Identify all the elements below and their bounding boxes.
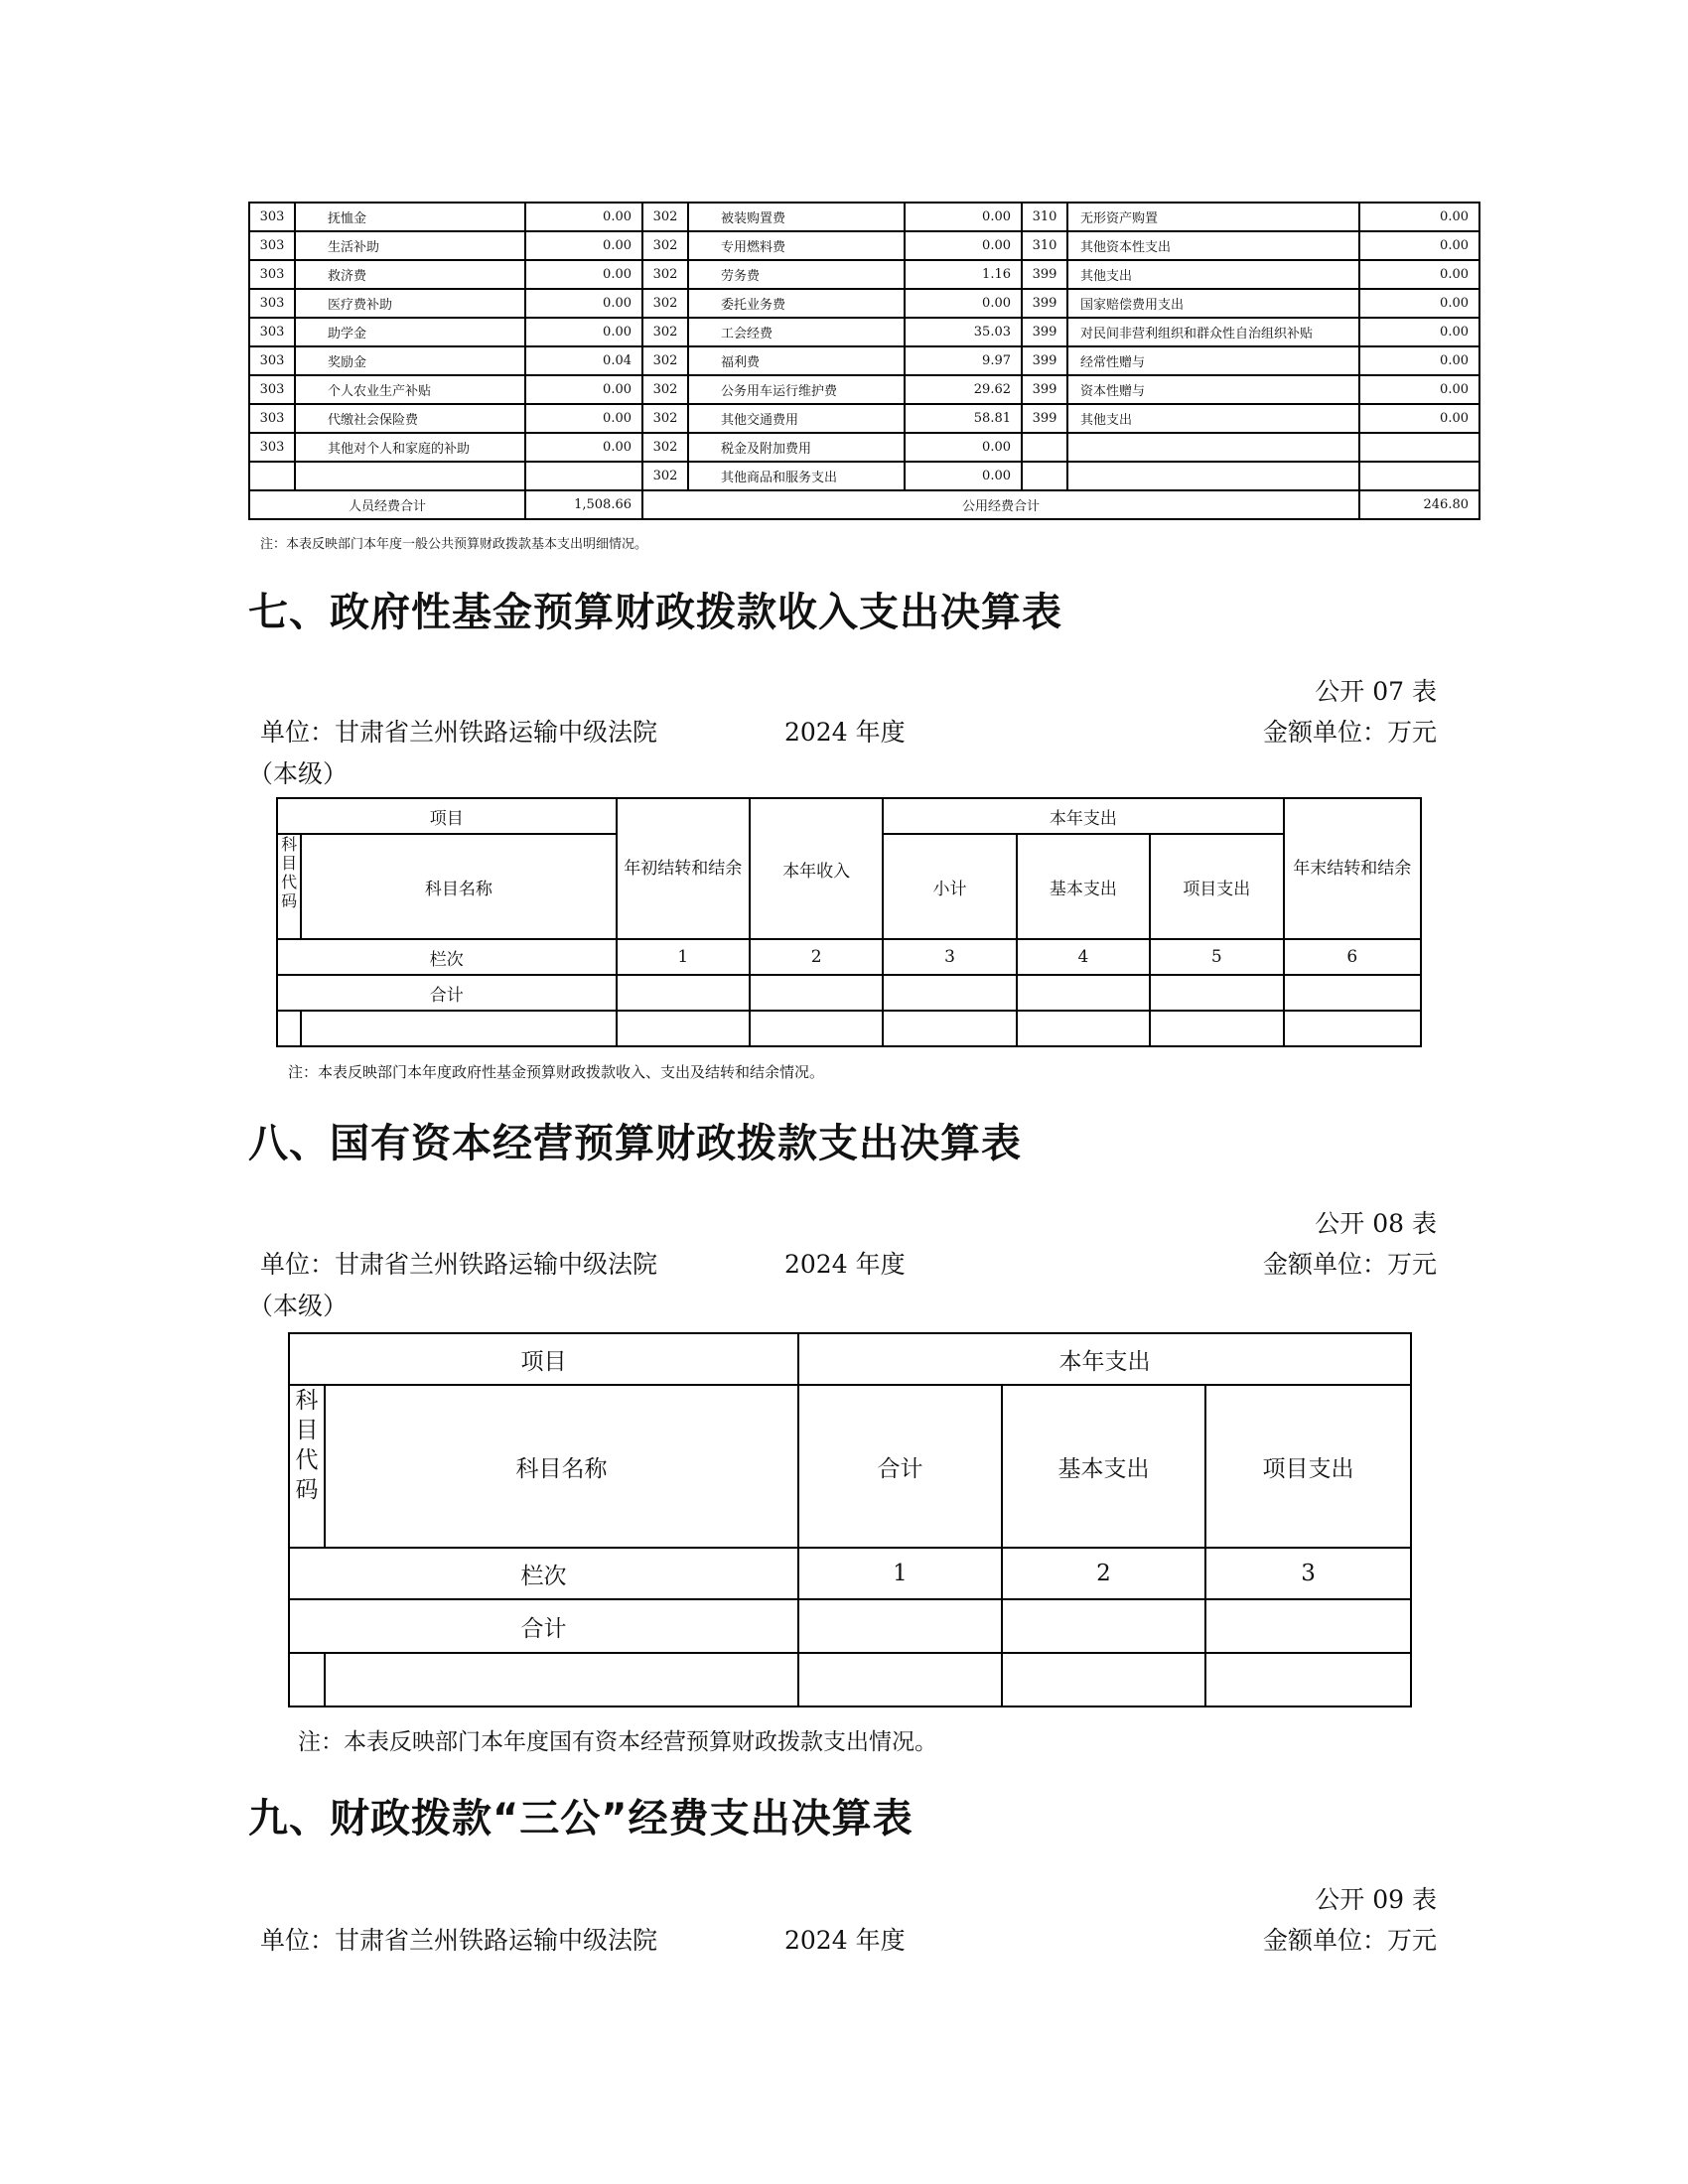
table-cell: 0.00	[525, 231, 642, 260]
table-cell: 0.00	[905, 433, 1022, 462]
table-cell	[1359, 462, 1479, 490]
table-cell: 无形资产购置	[1067, 203, 1359, 231]
table-cell: 其他资本性支出	[1067, 231, 1359, 260]
table-cell: 生活补助	[295, 231, 525, 260]
table-cell: 302	[642, 375, 688, 404]
t8-header-basic: 基本支出	[1002, 1385, 1205, 1548]
table-cell: 0.00	[1359, 260, 1479, 289]
table-cell: 399	[1022, 260, 1067, 289]
table-cell: 被装购置费	[688, 203, 905, 231]
table-cell: 代缴社会保险费	[295, 404, 525, 433]
t8-total-label: 合计	[289, 1599, 798, 1653]
table-cell: 个人农业生产补贴	[295, 375, 525, 404]
table-cell: 0.00	[905, 203, 1022, 231]
table-cell: 工会经费	[688, 318, 905, 346]
table-row	[249, 260, 1479, 289]
table-cell: 0.00	[1359, 346, 1479, 375]
column-number: 1	[617, 939, 750, 975]
table-cell: 0.00	[1359, 231, 1479, 260]
table-cell: 9.97	[905, 346, 1022, 375]
table-cell	[1359, 433, 1479, 462]
column-number: 3	[883, 939, 1016, 975]
table-row	[249, 289, 1479, 318]
t7-header-basic: 基本支出	[1017, 834, 1150, 939]
table-cell: 1.16	[905, 260, 1022, 289]
table-cell: 公务用车运行维护费	[688, 375, 905, 404]
column-number: 5	[1150, 939, 1283, 975]
t7-header-project: 项目支出	[1150, 834, 1283, 939]
table-cell: 0.00	[1359, 318, 1479, 346]
table-cell: 0.00	[1359, 404, 1479, 433]
table-cell: 0.00	[905, 462, 1022, 490]
t8-header-name: 科目名称	[325, 1385, 798, 1548]
table-cell: 对民间非营利组织和群众性自治组织补贴	[1067, 318, 1359, 346]
table-cell: 0.00	[525, 404, 642, 433]
table-cell: 委托业务费	[688, 289, 905, 318]
table-cell: 奖励金	[295, 346, 525, 375]
table-cell: 0.00	[525, 318, 642, 346]
table-cell: 310	[1022, 231, 1067, 260]
table-cell	[525, 462, 642, 490]
t8-header-total: 合计	[798, 1385, 1002, 1548]
table-row	[249, 203, 1479, 231]
column-number: 6	[1284, 939, 1421, 975]
section8-title: 八、国有资本经营预算财政拨款支出决算表	[248, 1121, 1022, 1166]
table-cell: 0.00	[1359, 289, 1479, 318]
t7-header-code: 科目代码	[277, 834, 301, 939]
column-number: 2	[1002, 1548, 1205, 1599]
section8-form-code: 公开 08 表	[1315, 1209, 1437, 1238]
table-cell: 35.03	[905, 318, 1022, 346]
state-capital-table	[288, 1332, 1412, 1707]
t8-header-item: 项目	[289, 1333, 798, 1385]
table-cell: 303	[249, 346, 295, 375]
table-row	[249, 404, 1479, 433]
table-cell: 0.00	[1359, 203, 1479, 231]
section8-unit: 单位：甘肃省兰州铁路运输中级法院	[260, 1250, 658, 1279]
table-cell: 310	[1022, 203, 1067, 231]
table-cell: 0.00	[525, 433, 642, 462]
section7-title: 七、政府性基金预算财政拨款收入支出决算表	[248, 590, 1062, 635]
table-cell: 302	[642, 318, 688, 346]
column-number: 3	[1205, 1548, 1411, 1599]
table-cell: 303	[249, 260, 295, 289]
table-cell: 399	[1022, 289, 1067, 318]
table-cell: 救济费	[295, 260, 525, 289]
table-cell	[1067, 433, 1359, 462]
section7-note: 注：本表反映部门本年度政府性基金预算财政拨款收入、支出及结转和结余情况。	[288, 1063, 825, 1081]
totals-row	[249, 490, 1479, 519]
table-cell: 303	[249, 433, 295, 462]
table-cell: 0.00	[525, 289, 642, 318]
personnel-total-label: 人员经费合计	[249, 490, 525, 519]
t7-header-closing: 年末结转和结余	[1284, 798, 1421, 939]
table-cell: 其他对个人和家庭的补助	[295, 433, 525, 462]
table-cell: 劳务费	[688, 260, 905, 289]
table-cell: 58.81	[905, 404, 1022, 433]
table-cell: 助学金	[295, 318, 525, 346]
t8-header-project: 项目支出	[1205, 1385, 1411, 1548]
table-cell: 0.00	[905, 231, 1022, 260]
section7-form-code: 公开 07 表	[1315, 677, 1437, 706]
table-cell: 303	[249, 375, 295, 404]
table-cell: 399	[1022, 404, 1067, 433]
table6-note: 注：本表反映部门本年度一般公共预算财政拨款基本支出明细情况。	[260, 537, 648, 552]
section8-level: （本级）	[248, 1292, 349, 1320]
table-row	[249, 462, 1479, 490]
t7-row-label: 栏次	[277, 939, 617, 975]
table-cell	[1022, 462, 1067, 490]
table-cell: 0.00	[525, 203, 642, 231]
section7-year: 2024 年度	[784, 718, 906, 747]
table-cell: 303	[249, 289, 295, 318]
table-cell: 302	[642, 231, 688, 260]
table-cell: 302	[642, 203, 688, 231]
table-cell	[295, 462, 525, 490]
t7-header-expense: 本年支出	[883, 798, 1283, 834]
table-cell: 其他支出	[1067, 260, 1359, 289]
column-number: 2	[750, 939, 883, 975]
section9-title: 九、财政拨款“三公”经费支出决算表	[248, 1796, 914, 1842]
table-cell: 302	[642, 260, 688, 289]
section9-form-code: 公开 09 表	[1315, 1885, 1437, 1914]
t7-header-income: 本年收入	[750, 798, 883, 939]
section7-level: （本级）	[248, 759, 349, 788]
column-number: 4	[1017, 939, 1150, 975]
table-cell	[1067, 462, 1359, 490]
t8-row-label: 栏次	[289, 1548, 798, 1599]
table-cell: 福利费	[688, 346, 905, 375]
table-cell: 303	[249, 231, 295, 260]
table-row	[249, 433, 1479, 462]
table-cell: 399	[1022, 318, 1067, 346]
table-cell: 399	[1022, 346, 1067, 375]
table-row	[249, 231, 1479, 260]
table-cell: 29.62	[905, 375, 1022, 404]
table-cell: 其他交通费用	[688, 404, 905, 433]
section8-currency: 金额单位：万元	[1262, 1250, 1437, 1279]
table-cell: 国家赔偿费用支出	[1067, 289, 1359, 318]
table-cell: 抚恤金	[295, 203, 525, 231]
table-cell: 0.00	[525, 260, 642, 289]
t7-header-subtotal: 小计	[883, 834, 1016, 939]
table-cell: 303	[249, 203, 295, 231]
t8-header-code: 科目代码	[289, 1385, 325, 1548]
table-cell: 0.00	[525, 375, 642, 404]
gov-fund-table	[276, 797, 1422, 1047]
section9-currency: 金额单位：万元	[1262, 1926, 1437, 1955]
table-cell: 专用燃料费	[688, 231, 905, 260]
t8-header-expense: 本年支出	[798, 1333, 1411, 1385]
column-number: 1	[798, 1548, 1002, 1599]
table-cell: 0.00	[905, 289, 1022, 318]
public-total-label: 公用经费合计	[642, 490, 1359, 519]
table-cell: 0.00	[1359, 375, 1479, 404]
table-cell: 医疗费补助	[295, 289, 525, 318]
t7-header-item: 项目	[277, 798, 617, 834]
section8-year: 2024 年度	[784, 1250, 906, 1279]
t7-header-name: 科目名称	[301, 834, 616, 939]
section7-unit: 单位：甘肃省兰州铁路运输中级法院	[260, 718, 658, 747]
table-cell	[249, 462, 295, 490]
basic-expenditure-detail-table	[248, 202, 1480, 520]
table-cell: 302	[642, 404, 688, 433]
table-row	[249, 346, 1479, 375]
table-cell: 303	[249, 318, 295, 346]
section9-unit: 单位：甘肃省兰州铁路运输中级法院	[260, 1926, 658, 1955]
table-cell: 303	[249, 404, 295, 433]
table-cell: 302	[642, 433, 688, 462]
table-cell	[1022, 433, 1067, 462]
table-cell: 其他商品和服务支出	[688, 462, 905, 490]
table-cell: 302	[642, 289, 688, 318]
t7-total-label: 合计	[277, 975, 617, 1011]
table-cell: 302	[642, 346, 688, 375]
table-cell: 经常性赠与	[1067, 346, 1359, 375]
table-row	[249, 375, 1479, 404]
t7-header-opening: 年初结转和结余	[617, 798, 750, 939]
table-cell: 资本性赠与	[1067, 375, 1359, 404]
table-cell: 税金及附加费用	[688, 433, 905, 462]
table-cell: 399	[1022, 375, 1067, 404]
table-row	[249, 318, 1479, 346]
section7-currency: 金额单位：万元	[1262, 718, 1437, 747]
public-total-value: 246.80	[1359, 490, 1479, 519]
table-cell: 其他支出	[1067, 404, 1359, 433]
table-cell: 302	[642, 462, 688, 490]
section9-year: 2024 年度	[784, 1926, 906, 1955]
section8-note: 注：本表反映部门本年度国有资本经营预算财政拨款支出情况。	[298, 1729, 937, 1755]
personnel-total-value: 1,508.66	[525, 490, 642, 519]
table-cell: 0.04	[525, 346, 642, 375]
